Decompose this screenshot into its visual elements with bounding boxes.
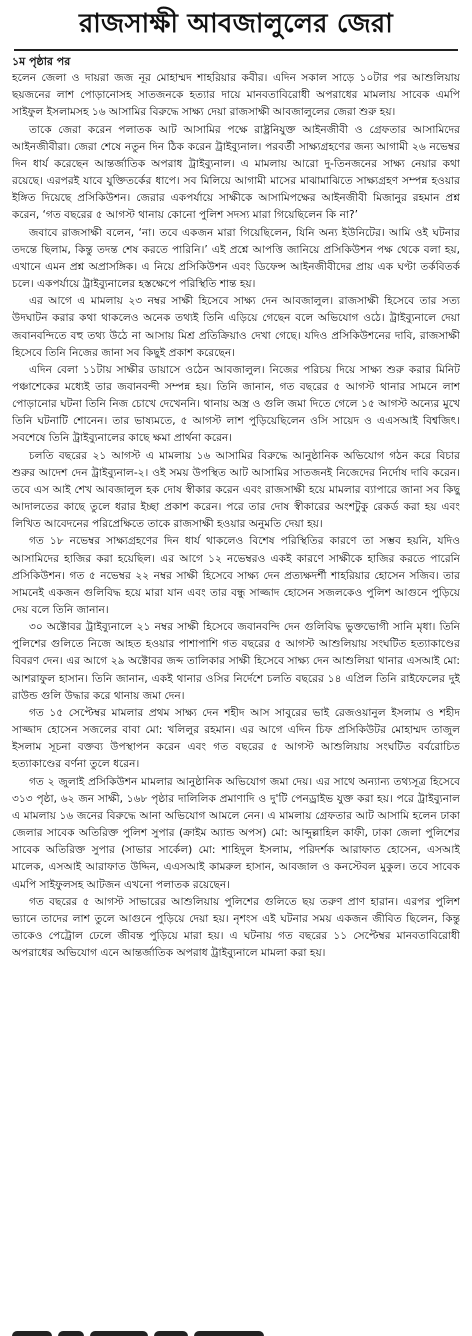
paragraph: ৩০ অক্টোবর ট্রাইব্যুনালে ২১ নম্বর সাক্ষী হিসেবে জবানবন্দি দেন গুলিবিদ্ধ ভুক্তভোগী সানি মৃধা। তিনি পুলিশের গুলিতে নিজে আহত হওয়ার পাশাপাশি গত বছরের ৫ আগস্ট আশুলিয়ায় সংঘটিত হত্যাকাণ্ডের বিবরণ দেন। এর আগে ২৯ অক্টোবর জব্দ তালিকার সাক্ষী হিসেবে সাক্ষ্য দেন আশুলিয়া থানার এসআই মো: আশরাফুল হাসান। তিনি জানান, একই থানার ওসির নির্দেশে চলতি বছরের ১৪ এপ্রিল তিনি রাইফেলের দুই রাউন্ড গুলি উদ্ধার করে থানায় জমা দেন। [12,621,460,702]
article-body [12,53,460,1329]
paragraph: জবাবে রাজসাক্ষী বলেন, ‘না। তবে একজন মারা গিয়েছিলেন, যিনি অন্য ইউনিটের। আমি ওই ঘটনার তদন্তে ছিলাম, কিন্তু তদন্ত শেষ করতে পারিনি।’ এই প্রশ্নে আপত্তি জানিয়ে প্রসিকিউশন পক্ষ থেকে বলা হয়, এখানে এমন প্রশ্ন অপ্রাসঙ্গিক। এ নিয়ে প্রসিকিউশন এবং ডিফেন্স আইনজীবীদের প্রায় এক ঘণ্টা তর্কবিতর্ক চলে। একপর্যায়ে ট্রাইব্যুনালের হস্তক্ষেপে পরিস্থিতি শান্ত হয়। [12,226,460,291]
paragraph: গত বছরের ৫ আগস্ট সাভারের আশুলিয়ায় পুলিশের গুলিতে ছয় তরুণ প্রাণ হারান। এরপর পুলিশ ভ্যানে তাদের লাশ তুলে আগুনে পুড়িয়ে দেয়া হয়। নৃশংস এই ঘটনার সময় একজন জীবিত ছিলেন, কিন্তু তাকেও পেট্রোল ঢেলে জীবন্ত পুড়িয়ে মারা হয়। এ ঘটনায় গত বছরের ১১ সেপ্টেম্বর মানবতাবিরোধী অপরাধের অভিযোগ এনে আন্তর্জাতিক অপরাধ ট্রাইব্যুনালে মামলা করা হয়। [12,895,460,960]
article-headline: রাজসাক্ষী আবজালুলের জেরা [79,9,393,39]
paragraph: তাকে জেরা করেন পলাতক আট আসামির পক্ষে রাষ্ট্রনিযুক্ত আইনজীবী ও গ্রেফতার আসামিদের আইনজীবীরা। জেরা শেষে নতুন দিন ঠিক করেন ট্রাইব্যুনাল। পরবর্তী সাক্ষ্যগ্রহণের জন্য আগামী ২৬ নভেম্বর দিন ধার্য করেছেন আন্তর্জাতিক অপরাধ ট্রাইব্যুনাল। এ মামলায় আরো দু-তিনজনের সাক্ষ্য নেয়ার কথা রয়েছে। এরপরই যাবে যুক্তিতর্কের ধাপে। সব মিলিয়ে আগামী মাসের মাঝামাঝিতে সাক্ষ্যগ্রহণ সম্পন্ন হওয়ার ইঙ্গিত দিয়েছে প্রসিকিউশন। জেরার একপর্যায়ে সাক্ষীকে আসামিপক্ষের আইনজীবী মিজানুর রহমান প্রশ্ন করেন, ‘গত বছরের ৫ আগস্ট থানায় কোনো পুলিশ সদস্য মারা গিয়েছিলেন কি না?’ [12,123,460,222]
paragraph: গত ১৫ সেপ্টেম্বর মামলার প্রথম সাক্ষ্য দেন শহীদ আস সাবুরের ভাই রেজওয়ানুল ইসলাম ও শহীদ সাজ্জাদ হোসেন সজলের বাবা মো: খলিলুর রহমান। এর আগে এদিন চিফ প্রসিকিউটর মোহাম্মদ তাজুল ইসলাম সূচনা বক্তব্য উপস্থাপন করেন এবং গত বছরের ৫ আগস্ট আশুলিয়ায় সংঘটিত বর্বরোচিত হত্যাকাণ্ডের বর্ণনা তুলে ধরেন। [12,706,460,771]
cropped-next-headline [12,1326,460,1336]
paragraph: এর আগে এ মামলায় ২৩ নম্বর সাক্ষী হিসেবে সাক্ষ্য দেন আবজালুল। রাজসাক্ষী হিসেবে তার সত্য উদঘাটন করার কথা থাকলেও অনেক তথ্যই তিনি এড়িয়ে গেছেন বলে অভিযোগ ওঠে। ট্রাইব্যুনালে দেয়া জবানবন্দিতে বহু তথ্য উঠে না আসায় মিশ্র প্রতিক্রিয়াও দেখা গেছে। যদিও প্রসিকিউশনের দাবি, রাজসাক্ষী হিসেবে তিনি নিজের জানা সব কিছুই প্রকাশ করেছেন। [12,295,460,359]
paragraph: গত ২ জুলাই প্রসিকিউশন মামলার আনুষ্ঠানিক অভিযোগ জমা দেয়। এর সাথে অন্যান্য তথ্যসূত্র হিসেবে ৩১৩ পৃষ্ঠা, ৬২ জন সাক্ষী, ১৬৮ পৃষ্ঠার দালিলিক প্রমাণাদি ও দু'টি পেনড্রাইভ যুক্ত করা হয়। পরে ট্রাইব্যুনাল এ মামলায় ১৬ জনের বিরুদ্ধে আনা অভিযোগ আমলে নেন। এ মামলায় গ্রেফতার আট আসামি হলেন ঢাকা জেলার সাবেক অতিরিক্ত পুলিশ সুপার (ক্রাইম অ্যান্ড অপস) মো: আব্দুল্লাহিল কাফী, ঢাকা জেলা পুলিশের সাবেক অতিরিক্ত সুপার (সাভার সার্কেল) মো: শাহিদুল ইসলাম, পরিদর্শক আরাফাত হোসেন, এসআই মালেক, এসআই আরাফাত উদ্দিন, এএসআই কামরুল হাসান, আবজাল ও কনস্টেবল মুকুল। তবে সাবেক এমপি সাইফুলসহ আটজন এখনো পলাতক রয়েছেন। [12,775,460,891]
continuation-kicker: ১ম পৃষ্ঠার পর [12,55,71,68]
paragraph: এদিন বেলা ১১টায় সাক্ষীর ডায়াসে ওঠেন আবজালুল। নিজের পরিচয় দিয়ে সাক্ষ্য শুরু করার মিনিট পঞ্চাশেকের মধ্যেই তার জবানবন্দী সম্পন্ন হয়। তিনি জানান, গত বছরের ৫ আগস্ট থানার সামনে লাশ পোড়ানোর ঘটনা তিনি নিজ চোখে দেখেননি। থানায় অস্ত্র ও গুলি জমা দিতে গেলে ১৫ আগস্ট অন্যের মুখে তিনি ঘটনাটি শোনেন। তার ভাষ্যমতে, ৫ আগস্ট লাশ পুড়িয়েছিলেন ওসি সায়েদ ও এএসআই বিশ্বজিৎ। সবশেষে তিনি ট্রাইব্যুনালের কাছে ক্ষমা প্রার্থনা করেন। [12,363,460,445]
paragraph: চলতি বছরের ২১ আগস্ট এ মামলায় ১৬ আসামির বিরুদ্ধে আনুষ্ঠানিক অভিযোগ গঠন করে বিচার শুরুর আদেশ দেন ট্রাইব্যুনাল-২। ওই সময় উপস্থিত আট আসামির সাতজনই নিজেদের নির্দোষ দাবি করেন। তবে এস আই শেখ আবজালুল হক দোষ স্বীকার করেন এবং রাজসাক্ষী হয়ে মামলার ব্যাপারে জানা সব কিছু আদালতের কাছে তুলে ধরার ইচ্ছা প্রকাশ করেন। পরে তার দোষ স্বীকারের অংশটুকু রেকর্ড করা হয় এবং লিখিত আবেদনের পরিপ্রেক্ষিতে তাকে রাজসাক্ষী হওয়ার অনুমতি দেয়া হয়। [12,449,460,531]
paragraph: গত ১৮ নভেম্বর সাক্ষ্যগ্রহণের দিন ধার্য থাকলেও বিশেষ পরিস্থিতির কারণে তা সম্ভব হয়নি, যদিও আসামিদের হাজির করা হয়েছিল। এর আগে ১২ নভেম্বরও একই কারণে সাক্ষীকে হাজির করতে পারেনি প্রসিকিউশন। গত ৫ নভেম্বর ২২ নম্বর সাক্ষী হিসেবে সাক্ষ্য দেন প্রত্যক্ষদর্শী শাহরিয়ার হোসেন সজিব। তার সামনেই একজন গুলিবিদ্ধ হয়ে মারা যান এবং তার বন্ধু সাজ্জাদ হোসেন সজলকেও পুলিশ আগুনে পুড়িয়ে দেয় বলে তিনি জানান। [12,535,460,616]
paragraph: হলেন জেলা ও দায়রা জজ নূর মোহাম্মদ শাহরিয়ার কবীর। এদিন সকাল সাড়ে ১০টার পর আশুলিয়ায় ছয়জনের লাশ পোড়ানোসহ সাতজনকে হত্যার দায়ে মানবতাবিরোধী অপরাধের মামলায় সাবেক এমপি সাইফুল ইসলামসহ ১৬ আসামির বিরুদ্ধে সাক্ষ্য দেয়া রাজসাক্ষী আবজালুলের জেরা শুরু হয়। [12,72,460,119]
headline-rule [14,49,458,51]
